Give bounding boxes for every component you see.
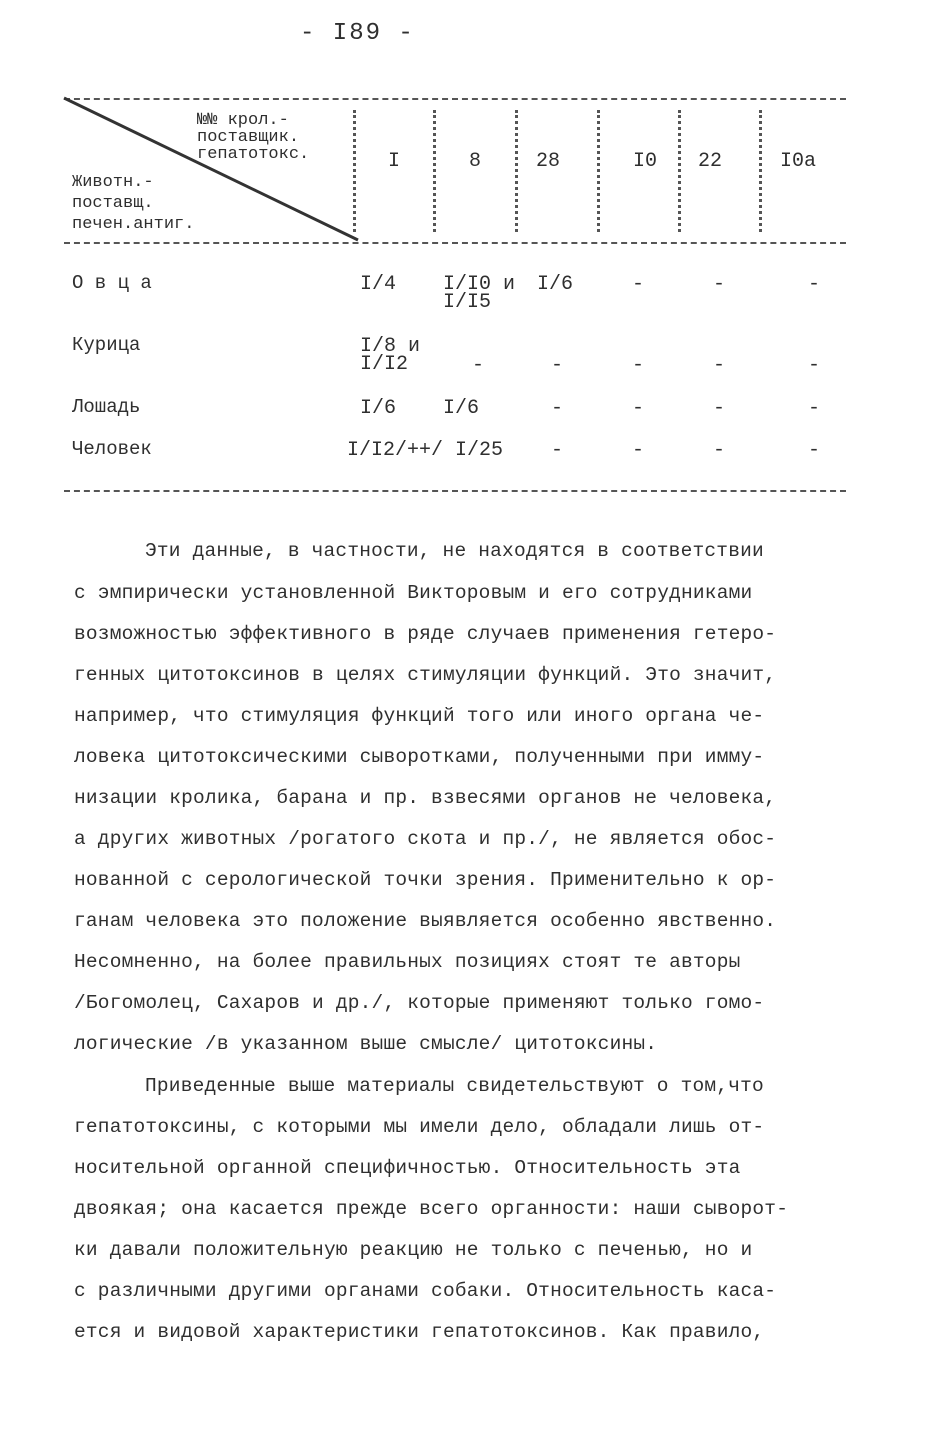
table-cell: I/6 — [537, 273, 574, 296]
table-cell: - — [713, 439, 726, 462]
table-cell: I/4 — [360, 273, 397, 296]
column-header: I0а — [780, 150, 817, 173]
table-cell: - — [713, 354, 726, 377]
row-label-horse: Лошадь — [72, 396, 141, 418]
table-cell: - — [551, 397, 564, 420]
table-cell: I/8 и I/I2 — [360, 335, 421, 376]
page-number: - I89 - — [300, 20, 415, 47]
text-line: а других животных /рогатого скота и пр./, не является обос- — [74, 828, 777, 850]
table-cell: - — [713, 397, 726, 420]
text-line: Несомненно, на более правильных позициях стоят те авторы — [74, 951, 741, 973]
table-cell: - — [632, 439, 645, 462]
table-cell: I/I2/++/ — [347, 439, 444, 462]
text-line: возможностью эффективного в ряде случаев применения гетеро- — [74, 623, 777, 645]
column-header: I — [388, 150, 401, 173]
text-line: Эти данные, в частности, не находятся в соответствии — [145, 540, 764, 562]
row-label-sheep: О в ц а — [72, 272, 152, 294]
text-line: ется и видовой характеристики гепатотоксинов. Как правило, — [74, 1321, 765, 1343]
text-line: двоякая; она касается прежде всего органности: наши сыворот- — [74, 1198, 789, 1220]
header-left-line: Животн.- — [72, 173, 154, 192]
table-cell: - — [551, 439, 564, 462]
text-line: низации кролика, барана и пр. взвесями органов не человека, — [74, 787, 777, 809]
column-separator — [353, 110, 356, 232]
text-line: ганам человека это положение выявляется особенно явственно. — [74, 910, 777, 932]
column-header: I0 — [633, 150, 658, 173]
text-line: гепатотоксины, с которыми мы имели дело, обладали лишь от- — [74, 1116, 765, 1138]
table-cell: - — [632, 273, 645, 296]
column-separator — [759, 110, 762, 232]
table-cell: - — [808, 354, 821, 377]
text-line: например, что стимуляция функций того или иного органа че- — [74, 705, 765, 727]
table-cell: - — [472, 354, 485, 377]
table-cell: - — [808, 439, 821, 462]
column-header: 22 — [698, 150, 723, 173]
text-line: Приведенные выше материалы свидетельствуют о том,что — [145, 1075, 764, 1097]
text-line: /Богомолец, Сахаров и др./, которые применяют только гомо- — [74, 992, 765, 1014]
table-cell: - — [808, 397, 821, 420]
text-line: ловека цитотоксическими сыворотками, полученными при имму- — [74, 746, 765, 768]
column-header: 8 — [469, 150, 482, 173]
text-line: ки давали положительную реакцию не только с печенью, но и — [74, 1239, 753, 1261]
row-label-chicken: Курица — [72, 334, 141, 356]
table-cell: I/25 — [455, 439, 504, 462]
table-cell: - — [713, 273, 726, 296]
header-top-line: поставщик. — [197, 128, 300, 147]
table-cell: - — [551, 354, 564, 377]
header-antigen-animals — [72, 172, 194, 235]
text-line: нованной с серологической точки зрения. Применительно к ор- — [74, 869, 777, 891]
text-line: носительной органной специфичностью. Относительность эта — [74, 1157, 741, 1179]
table-cell: I/6 — [443, 397, 480, 420]
table-cell: I/6 — [360, 397, 397, 420]
table-bottom-rule — [64, 490, 846, 492]
column-header: 28 — [536, 150, 561, 173]
header-top-line: №№ крол.- — [197, 111, 289, 130]
header-left-line: поставщ. — [72, 194, 154, 213]
column-separator — [597, 110, 600, 232]
text-line: с эмпирически установленной Викторовым и его сотрудниками — [74, 582, 753, 604]
table-cell: - — [632, 397, 645, 420]
header-supplier-rabbits — [197, 112, 309, 163]
text-line: логические /в указанном выше смысле/ цитотоксины. — [74, 1033, 658, 1055]
text-line: с различными другими органами собаки. Относительность каса- — [74, 1280, 777, 1302]
column-separator — [515, 110, 518, 232]
text-line: генных цитотоксинов в целях стимуляции функций. Это значит, — [74, 664, 777, 686]
row-label-human: Человек — [72, 438, 152, 460]
column-separator — [678, 110, 681, 232]
header-top-line: гепатотокс. — [197, 145, 310, 164]
header-left-line: печен.антиг. — [72, 215, 195, 234]
table-cell: - — [632, 354, 645, 377]
table-cell: I/I0 и I/I5 — [443, 273, 516, 314]
column-separator — [433, 110, 436, 232]
table-cell: - — [808, 273, 821, 296]
